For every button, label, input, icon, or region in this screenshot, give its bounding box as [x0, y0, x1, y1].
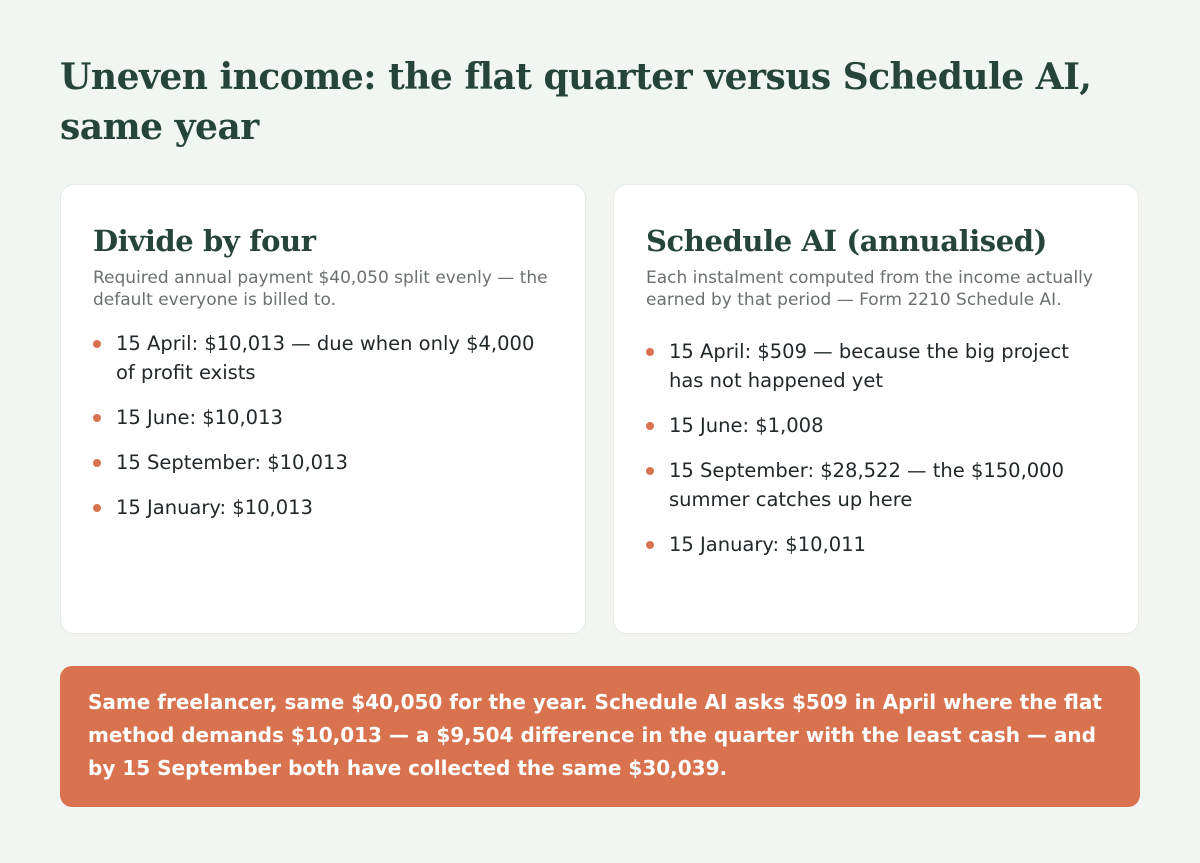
list-item — [646, 337, 1106, 395]
bullet-dot-icon — [93, 414, 101, 422]
list-item-text: 15 January: $10,013 — [116, 496, 313, 519]
bullet-dot-icon — [93, 340, 101, 348]
flat-method-list — [93, 329, 553, 522]
schedule-ai-title: Schedule AI (annualised) — [646, 224, 1047, 258]
list-item-text: 15 September: $28,522 — the $150,000 summer catches up here — [669, 459, 1064, 511]
list-item — [93, 493, 553, 522]
flat-method-card — [60, 184, 586, 634]
list-item-text: 15 January: $10,011 — [669, 533, 866, 556]
list-item — [93, 403, 553, 432]
page-title: Uneven income: the flat quarter versus Schedule AI, same year — [60, 56, 1092, 148]
bullet-dot-icon — [93, 459, 101, 467]
list-item — [646, 411, 1106, 440]
schedule-ai-card — [613, 184, 1139, 634]
list-item-text: 15 September: $10,013 — [116, 451, 348, 474]
bullet-dot-icon — [646, 541, 654, 549]
list-item-text: 15 June: $10,013 — [116, 406, 283, 429]
list-item-text: 15 June: $1,008 — [669, 414, 824, 437]
list-item — [93, 329, 553, 387]
list-item-text: 15 April: $10,013 — due when only $4,000 of profit exists — [116, 332, 535, 384]
bullet-dot-icon — [646, 422, 654, 430]
summary-callout — [60, 666, 1140, 807]
bullet-dot-icon — [646, 467, 654, 475]
list-item-text: 15 April: $509 — because the big project has not happened yet — [669, 340, 1069, 392]
flat-method-subtitle: Required annual payment $40,050 split evenly — the default everyone is billed to. — [93, 268, 548, 310]
schedule-ai-list — [646, 337, 1106, 559]
list-item — [93, 448, 553, 477]
bullet-dot-icon — [93, 504, 101, 512]
summary-callout-text: Same freelancer, same $40,050 for the year. Schedule AI asks $509 in April where the flat method demands $10,013 — a $9,504 difference in the quarter with the least cash — and by 15 September both have collected the same $30,039. — [88, 690, 1102, 780]
bullet-dot-icon — [646, 348, 654, 356]
list-item — [646, 456, 1106, 514]
flat-method-title: Divide by four — [93, 224, 316, 258]
list-item — [646, 530, 1106, 559]
schedule-ai-subtitle: Each instalment computed from the income actually earned by that period — Form 2210 Schedule AI. — [646, 268, 1093, 310]
